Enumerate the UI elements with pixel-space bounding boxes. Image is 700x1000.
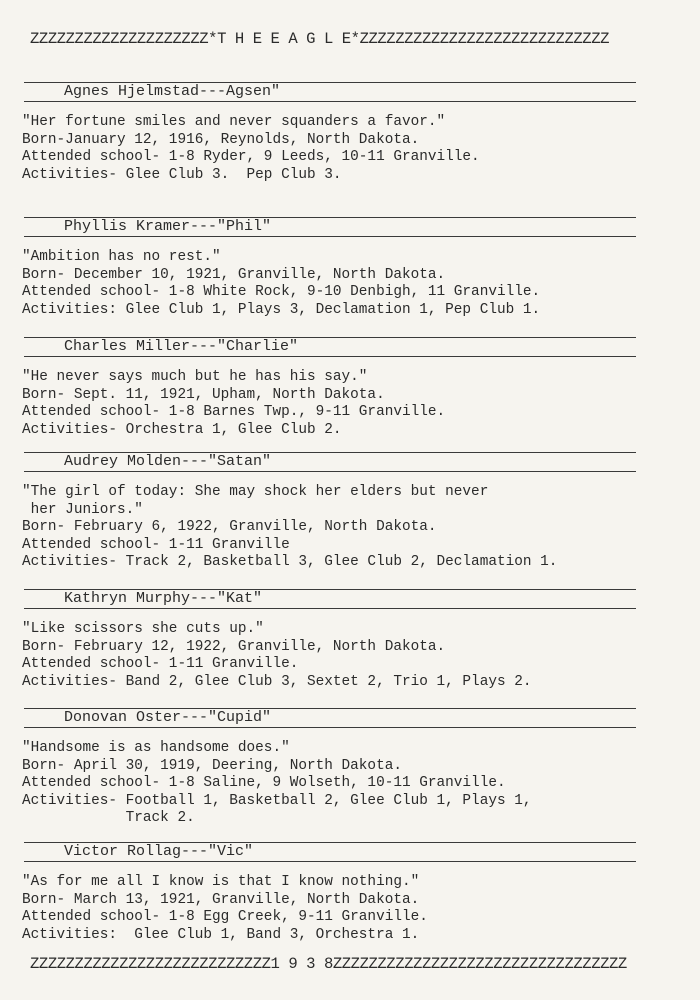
student-school: Attended school- 1-8 Saline, 9 Wolseth, 10-11 Granville. [22, 775, 506, 792]
student-name: Agnes Hjelmstad---Agsen" [64, 83, 281, 100]
student-school: Attended school- 1-8 Egg Creek, 9-11 Granville. [22, 909, 428, 926]
student-born: Born- February 12, 1922, Granville, North Dakota. [22, 638, 446, 655]
student-name: Charles Miller---"Charlie" [64, 338, 299, 355]
student-activities: Activities- Glee Club 3. Pep Club 3. [22, 166, 342, 183]
student-school: Attended school- 1-11 Granville [22, 536, 290, 553]
rule-line [24, 101, 636, 102]
rule-line [24, 356, 636, 357]
rule-line [24, 861, 636, 862]
student-activities: Activities- Track 2, Basketball 3, Glee Club 2, Declamation 1. [22, 554, 558, 571]
rule-line [24, 727, 636, 728]
student-born: Born- December 10, 1921, Granville, North Dakota. [22, 266, 446, 283]
student-born: Born- Sept. 11, 1921, Upham, North Dakota. [22, 386, 385, 403]
student-school: Attended school- 1-11 Granville. [22, 656, 299, 673]
student-quote: "As for me all I know is that I know nothing." [22, 874, 420, 890]
student-activities: Activities- Football 1, Basketball 2, Glee Club 1, Plays 1, Track 2. [22, 792, 532, 827]
student-born: Born- March 13, 1921, Granville, North Dakota. [22, 891, 420, 908]
student-entry [22, 708, 662, 828]
student-activities: Activities- Orchestra 1, Glee Club 2. [22, 421, 342, 438]
student-quote: "Ambition has no rest." [22, 249, 221, 265]
student-entry [22, 452, 662, 572]
student-activities: Activities- Band 2, Glee Club 3, Sextet 2, Trio 1, Plays 2. [22, 673, 532, 690]
student-born: Born- February 6, 1922, Granville, North Dakota. [22, 519, 437, 536]
student-name: Kathryn Murphy---"Kat" [64, 590, 263, 607]
student-entry [22, 337, 662, 439]
student-name: Audrey Molden---"Satan" [64, 453, 272, 470]
student-entry [22, 842, 662, 944]
student-quote: "Like scissors she cuts up." [22, 621, 264, 637]
student-quote: "The girl of today: She may shock her elders but never her Juniors." [22, 484, 489, 518]
student-quote: "He never says much but he has his say." [22, 369, 368, 385]
rule-line [24, 471, 636, 472]
student-entry [22, 589, 662, 691]
student-quote: "Her fortune smiles and never squanders a favor." [22, 114, 446, 130]
rule-line [24, 608, 636, 609]
student-entry [22, 217, 662, 319]
student-school: Attended school- 1-8 Barnes Twp., 9-11 Granville. [22, 404, 446, 421]
student-born: Born-January 12, 1916, Reynolds, North Dakota. [22, 131, 420, 148]
student-school: Attended school- 1-8 Ryder, 9 Leeds, 10-11 Granville. [22, 149, 480, 166]
student-name: Victor Rollag---"Vic" [64, 843, 254, 860]
header-banner: ZZZZZZZZZZZZZZZZZZZZ*T H E E A G L E*ZZZZZZZZZZZZZZZZZZZZZZZZZZZZ [30, 30, 610, 48]
rule-line [24, 236, 636, 237]
student-born: Born- April 30, 1919, Deering, North Dakota. [22, 757, 402, 774]
student-entry [22, 82, 662, 184]
student-quote: "Handsome is as handsome does." [22, 740, 290, 756]
student-school: Attended school- 1-8 White Rock, 9-10 Denbigh, 11 Granville. [22, 284, 541, 301]
footer-banner: ZZZZZZZZZZZZZZZZZZZZZZZZZZZ1 9 3 8ZZZZZZZZZZZZZZZZZZZZZZZZZZZZZZZZZ [30, 955, 627, 973]
student-name: Phyllis Kramer---"Phil" [64, 218, 272, 235]
student-activities: Activities: Glee Club 1, Band 3, Orchestra 1. [22, 926, 420, 943]
student-activities: Activities: Glee Club 1, Plays 3, Declamation 1, Pep Club 1. [22, 301, 541, 318]
student-name: Donovan Oster---"Cupid" [64, 709, 272, 726]
